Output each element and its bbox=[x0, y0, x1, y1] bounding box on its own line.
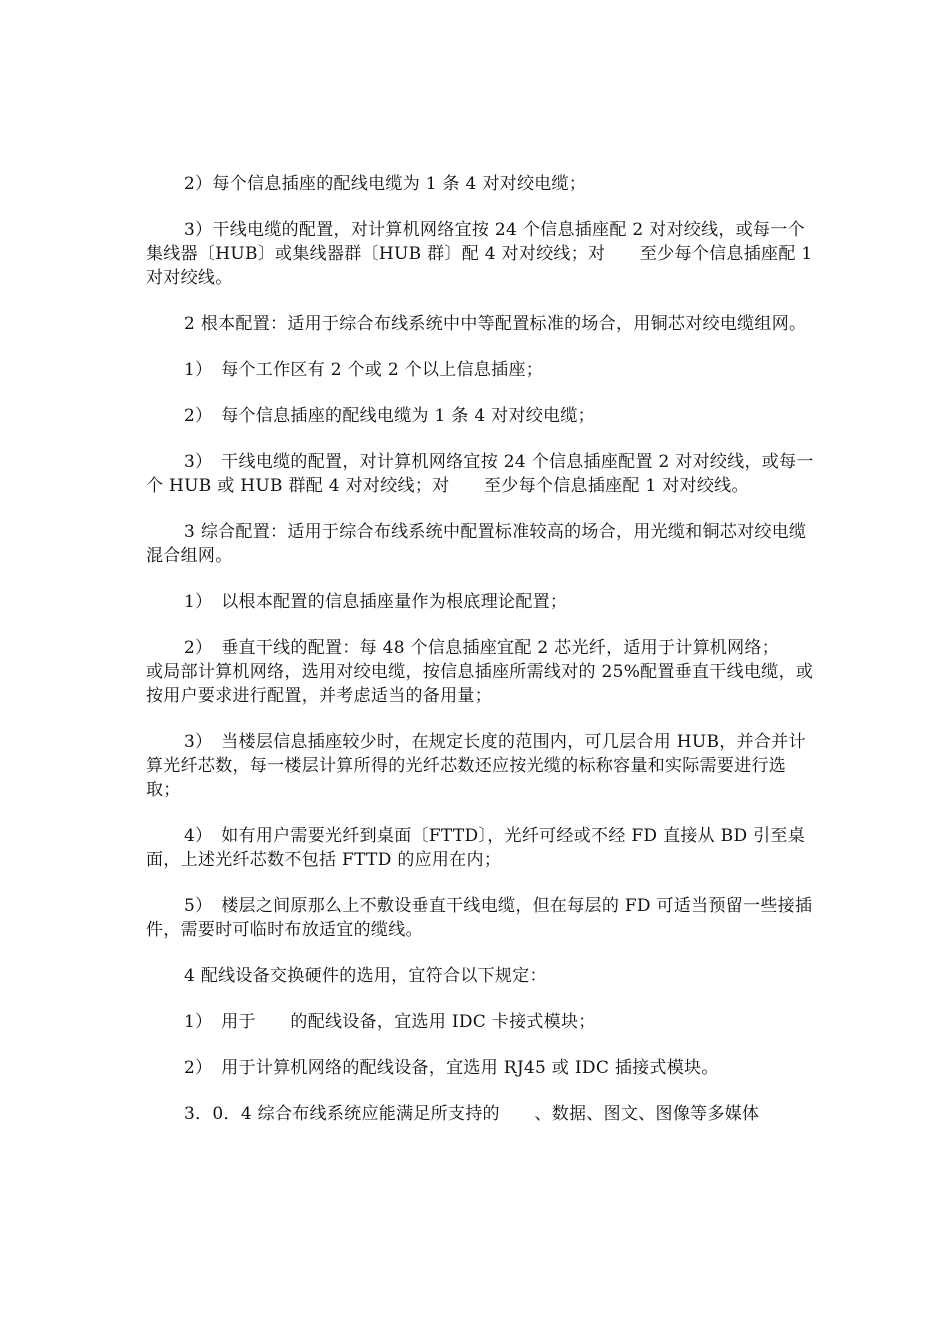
paragraph: 5） 楼层之间原那么上不敷设垂直干线电缆，但在每层的 FD 可适当预留一些接插件，需要时可临时布放适宜的缆线。 bbox=[146, 896, 813, 940]
paragraph: 4 配线设备交换硬件的选用，宜符合以下规定： bbox=[184, 966, 547, 986]
paragraph: 2 根本配置：适用于综合布线系统中中等配置标准的场合，用铜芯对绞电缆组网。 bbox=[184, 314, 807, 334]
paragraph: 1） 每个工作区有 2 个或 2 个以上信息插座； bbox=[184, 360, 544, 380]
paragraph: 3） 当楼层信息插座较少时，在规定长度的范围内，可几层合用 HUB，并合并计算光纤芯数，每一楼层计算所得的光纤芯数还应按光缆的标称容量和实际需要进行选取； bbox=[146, 732, 806, 800]
paragraph: 2） 用于计算机网络的配线设备，宜选用 RJ45 或 IDC 插接式模块。 bbox=[184, 1058, 719, 1078]
paragraph: 3．0．4 综合布线系统应能满足所支持的 、数据、图文、图像等多媒体 bbox=[184, 1104, 760, 1124]
paragraph: 2） 每个信息插座的配线电缆为 1 条 4 对对绞电缆； bbox=[184, 406, 595, 426]
paragraph: 2）每个信息插座的配线电缆为 1 条 4 对对绞电缆； bbox=[184, 174, 587, 194]
paragraph: 1） 用于 的配线设备，宜选用 IDC 卡接式模块； bbox=[184, 1012, 596, 1032]
document-body bbox=[146, 172, 819, 1148]
paragraph: 3）干线电缆的配置，对计算机网络宜按 24 个信息插座配 2 对对绞线，或每一个集线器〔HUB〕或集线器群〔HUB 群〕配 4 对对绞线；对 至少每个信息插座配 1 对对绞线。 bbox=[146, 220, 819, 288]
paragraph: 2） 垂直干线的配置：每 48 个信息插座宜配 2 芯光纤，适用于计算机网络； 或局部计算机网络，选用对绞电缆，按信息插座所需线对的 25%配置垂直干线电缆，或按用户要求进行配置，并考虑适当的备用量； bbox=[146, 638, 814, 706]
paragraph: 3） 干线电缆的配置，对计算机网络宜按 24 个信息插座配置 2 对对绞线，或每一个 HUB 或 HUB 群配 4 对对绞线；对 至少每个信息插座配 1 对对绞线。 bbox=[146, 452, 814, 496]
paragraph: 4） 如有用户需要光纤到桌面〔FTTD〕，光纤可经或不经 FD 直接从 BD 引至桌面，上述光纤芯数不包括 FTTD 的应用在内； bbox=[146, 826, 805, 870]
paragraph: 3 综合配置：适用于综合布线系统中配置标准较高的场合，用光缆和铜芯对绞电缆混合组网。 bbox=[146, 522, 807, 566]
paragraph: 1） 以根本配置的信息插座量作为根底理论配置； bbox=[184, 592, 568, 612]
